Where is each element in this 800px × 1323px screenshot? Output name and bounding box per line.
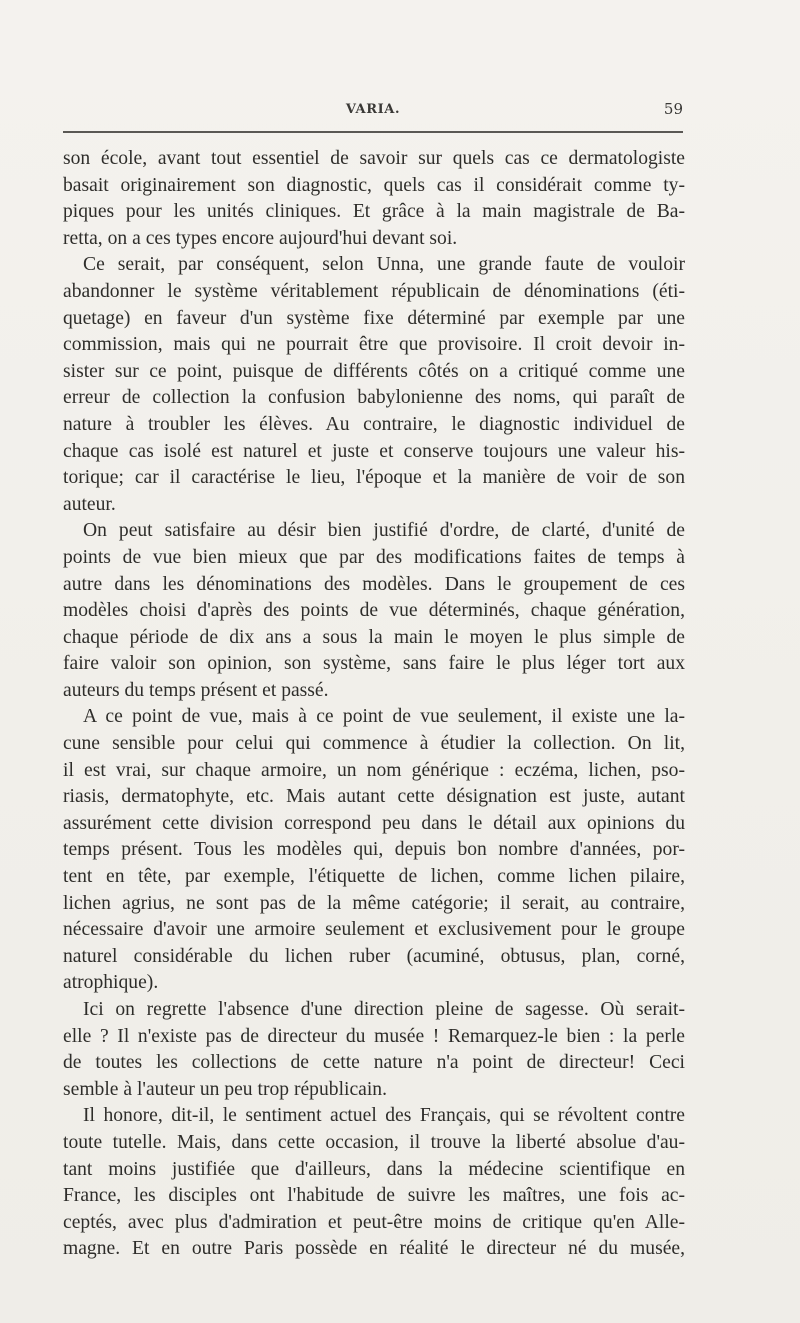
text-line: erreur de collection la confusion babylonienne des noms, qui paraît de [63, 387, 685, 409]
text-line: faire valoir son opinion, son système, sans faire le plus léger tort aux [63, 653, 685, 675]
page-number: 59 [663, 100, 683, 118]
text-line: Ici on regrette l'absence d'une direction pleine de sagesse. Où serait- [83, 999, 685, 1020]
text-line: ceptés, avec plus d'admiration et peut-être moins de critique qu'en Alle- [63, 1211, 685, 1233]
text-line: Il honore, dit-il, le sentiment actuel des Français, qui se révoltent contre [83, 1105, 685, 1127]
text-line: abandonner le système véritablement républicain de dénominations (éti- [63, 280, 685, 302]
text-line: elle ? Il n'existe pas de directeur du musée ! Remarquez-le bien : la perle [63, 1025, 685, 1047]
text-line: atrophique). [63, 972, 159, 994]
text-line: cune sensible pour celui qui commence à étudier la collection. On lit, [63, 733, 685, 755]
text-line: sister sur ce point, puisque de différents côtés on a critiqué comme une [63, 360, 685, 382]
text-line: son école, avant tout essentiel de savoir sur quels cas ce dermatologiste [63, 148, 685, 169]
text-line: points de vue bien mieux que par des modifications faites de temps à [63, 546, 685, 568]
text-line: tent en tête, par exemple, l'étiquette de lichen, comme lichen pilaire, [63, 866, 685, 888]
text-line: semble à l'auteur un peu trop républicain. [63, 1078, 387, 1100]
text-line: chaque période de dix ans a sous la main le moyen le plus simple de [63, 626, 685, 648]
text-line: On peut satisfaire au désir bien justifié d'ordre, de clarté, d'unité de [83, 520, 685, 542]
text-line: de toutes les collections de cette nature n'a point de directeur! Ceci [63, 1052, 685, 1074]
header-rule [63, 131, 683, 133]
text-line: retta, on a ces types encore aujourd'hui devant soi. [63, 227, 458, 249]
text-line: quetage) en faveur d'un système fixe déterminé par exemple par une [63, 307, 685, 329]
text-line: il est vrai, sur chaque armoire, un nom générique : eczéma, lichen, pso- [63, 759, 685, 781]
text-line: temps présent. Tous les modèles qui, depuis bon nombre d'années, por- [63, 839, 685, 861]
text-line: basait originairement son diagnostic, quels cas il considérait comme ty- [63, 174, 685, 196]
text-line: assurément cette division correspond peu dans le détail aux opinions du [63, 812, 685, 834]
text-line: piques pour les unités cliniques. Et grâce à la main magistrale de Ba- [63, 201, 685, 223]
text-line: Ce serait, par conséquent, selon Unna, une grande faute de vouloir [83, 254, 685, 276]
text-line: nécessaire d'avoir une armoire seulement et exclusivement pour le groupe [63, 919, 685, 941]
text-line: A ce point de vue, mais à ce point de vue seulement, il existe une la- [83, 706, 685, 728]
text-line: nature à troubler les élèves. Au contraire, le diagnostic individuel de [63, 413, 685, 435]
running-head [63, 102, 683, 122]
running-title: VARIA. [345, 102, 401, 117]
text-line: auteur. [63, 493, 116, 515]
text-line: auteurs du temps présent et passé. [63, 679, 329, 701]
text-line: lichen agrius, ne sont pas de la même catégorie; il serait, au contraire, [63, 892, 685, 914]
text-line: torique; car il caractérise le lieu, l'époque et la manière de voir de son [63, 467, 685, 489]
text-line: magne. Et en outre Paris possède en réalité le directeur né du musée, [63, 1238, 685, 1260]
text-line: autre dans les dénominations des modèles. Dans le groupement de ces [63, 573, 685, 595]
text-line: chaque cas isolé est naturel et juste et conserve toujours une valeur his- [63, 440, 685, 462]
body-text [63, 146, 685, 1263]
text-line: modèles choisi d'après des points de vue déterminés, chaque génération, [63, 600, 685, 622]
text-line: commission, mais qui ne pourrait être que provisoire. Il croit devoir in- [63, 334, 685, 356]
text-line: naturel considérable du lichen ruber (acuminé, obtusus, plan, corné, [63, 945, 685, 967]
text-line: tant moins justifiée que d'ailleurs, dans la médecine scientifique en [63, 1158, 685, 1180]
text-line: toute tutelle. Mais, dans cette occasion, il trouve la liberté absolue d'au- [63, 1131, 685, 1153]
text-line: France, les disciples ont l'habitude de suivre les maîtres, une fois ac- [63, 1185, 685, 1207]
text-line: riasis, dermatophyte, etc. Mais autant cette désignation est juste, autant [63, 786, 685, 808]
